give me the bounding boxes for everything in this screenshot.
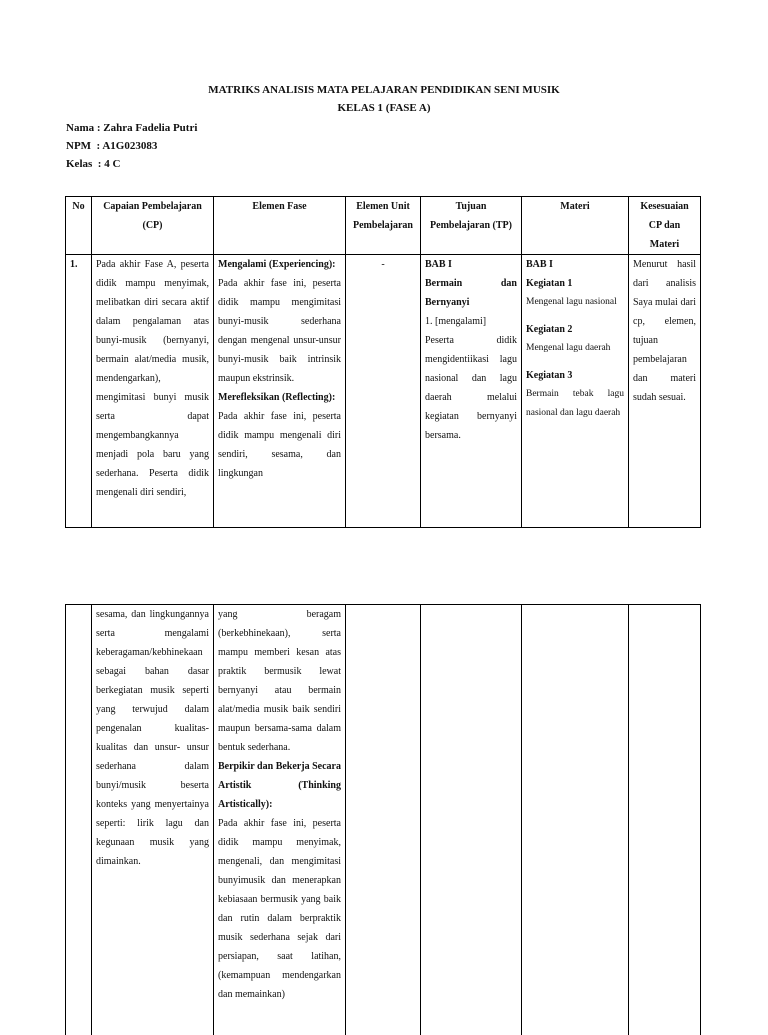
materi-kegiatan-1: Kegiatan 1 (526, 274, 624, 293)
header-elemen-fase: Elemen Fase (214, 197, 346, 255)
header-materi: Materi (522, 197, 629, 255)
student-class: Kelas : 4 C (66, 158, 120, 170)
header-elemen-unit: Elemen Unit Pembelajaran (346, 197, 421, 255)
row-number: 1. (66, 255, 92, 528)
materi-kegiatan-3: Kegiatan 3 (526, 366, 624, 385)
elemen-heading-berpikir: Berpikir dan Bekerja Secara Artistik (Thinking Artistically): (218, 757, 341, 814)
document-subtitle: KELAS 1 (FASE A) (0, 102, 768, 114)
materi-kegiatan-2: Kegiatan 2 (526, 320, 624, 339)
student-npm: NPM : A1G023083 (66, 140, 157, 152)
header-no: No (66, 197, 92, 255)
row-number-continued (66, 605, 92, 1035)
tujuan-cell (421, 255, 522, 528)
header-tujuan: Tujuan Pembelajaran (TP) (421, 197, 522, 255)
materi-cell (522, 255, 629, 528)
student-name: Nama : Zahra Fadelia Putri (66, 122, 197, 134)
analysis-table-page2 (65, 604, 701, 1035)
elemen-text-merefleksikan: Pada akhir fase ini, peserta didik mampu mengenali diri sendiri, sesama, dan lingkungan (218, 407, 341, 483)
document-title: MATRIKS ANALISIS MATA PELAJARAN PENDIDIKAN SENI MUSIK (0, 84, 768, 96)
table-row (66, 605, 701, 1035)
elemen-text-berpikir: Pada akhir fase ini, peserta didik mampu menyimak, mengenali, dan mengimitasi bunyimusik dan menerapkan kebiasaan bermusik yang baik dan rutin dalam berpraktik musik sederhana sejak dari persiapan, saat latihan, (kemampuan mendengarkan dan memainkan) (218, 814, 341, 1004)
elemen-unit-cell: - (346, 255, 421, 528)
materi-kegiatan-2-text: Mengenal lagu daerah (526, 339, 624, 358)
tujuan-bab: BAB I (425, 255, 517, 274)
header-kesesuaian: Kesesuaian CP dan Materi (629, 197, 701, 255)
tujuan-number: 1. [mengalami] (425, 312, 517, 331)
kesesuaian-cell: Menurut hasil dari analisis Saya mulai dari cp, elemen, tujuan pembelajaran dan materi sudah sesuai. (629, 255, 701, 528)
elemen-heading-merefleksikan: Merefleksikan (Reflecting): (218, 388, 341, 407)
tujuan-subtitle: Bermain dan Bernyanyi (425, 274, 517, 312)
elemen-text-continued: yang beragam (berkebhinekaan), serta mampu memberi kesan atas praktik bermusik lewat bernyanyi atau bermain alat/media musik baik sendiri maupun bersama-sama dalam bentuk sederhana. (218, 605, 341, 757)
cp-cell-continued: sesama, dan lingkungannya serta mengalami keberagaman/kebhinekaan sebagai bahan dasar berkegiatan musik seperti yang terwujud dalam pengenalan kualitas-kualitas dan unsur- unsur sederhana dalam bunyi/musik beserta konteks yang menyertainya seperti: lirik lagu dan kegunaan musik yang dimainkan. (92, 605, 214, 1035)
elemen-heading-mengalami: Mengalami (Experiencing): (218, 255, 341, 274)
elemen-text-mengalami: Pada akhir fase ini, peserta didik mampu mengimitasi bunyi-musik sederhana dengan mengenal unsur-unsur bunyi-musik baik intrinsik maupun ekstrinsik. (218, 274, 341, 388)
table-header-row (66, 197, 701, 255)
materi-kegiatan-3-text: Bermain tebak lagu nasional dan lagu daerah (526, 385, 624, 423)
kesesuaian-cell-continued (629, 605, 701, 1035)
cp-cell: Pada akhir Fase A, peserta didik mampu menyimak, melibatkan diri secara aktif dalam pengalaman atas bunyi-musik (bernyanyi, bermain alat/media musik, mendengarkan), mengimitasi bunyi musik serta dapat mengembangkannya menjadi pola baru yang sederhana. Peserta didik mengenali diri sendiri, (92, 255, 214, 528)
tujuan-text: Peserta didik mengidentiikasi lagu nasional dan lagu daerah melalui kegiatan bernyanyi bersama. (425, 331, 517, 445)
analysis-table-page1 (65, 196, 701, 528)
materi-bab: BAB I (526, 255, 624, 274)
table-row (66, 255, 701, 528)
tujuan-cell-continued (421, 605, 522, 1035)
elemen-fase-cell-continued (214, 605, 346, 1035)
elemen-fase-cell (214, 255, 346, 528)
elemen-unit-cell-continued (346, 605, 421, 1035)
materi-kegiatan-1-text: Mengenal lagu nasional (526, 293, 624, 312)
header-cp: Capaian Pembelajaran (CP) (92, 197, 214, 255)
materi-cell-continued (522, 605, 629, 1035)
